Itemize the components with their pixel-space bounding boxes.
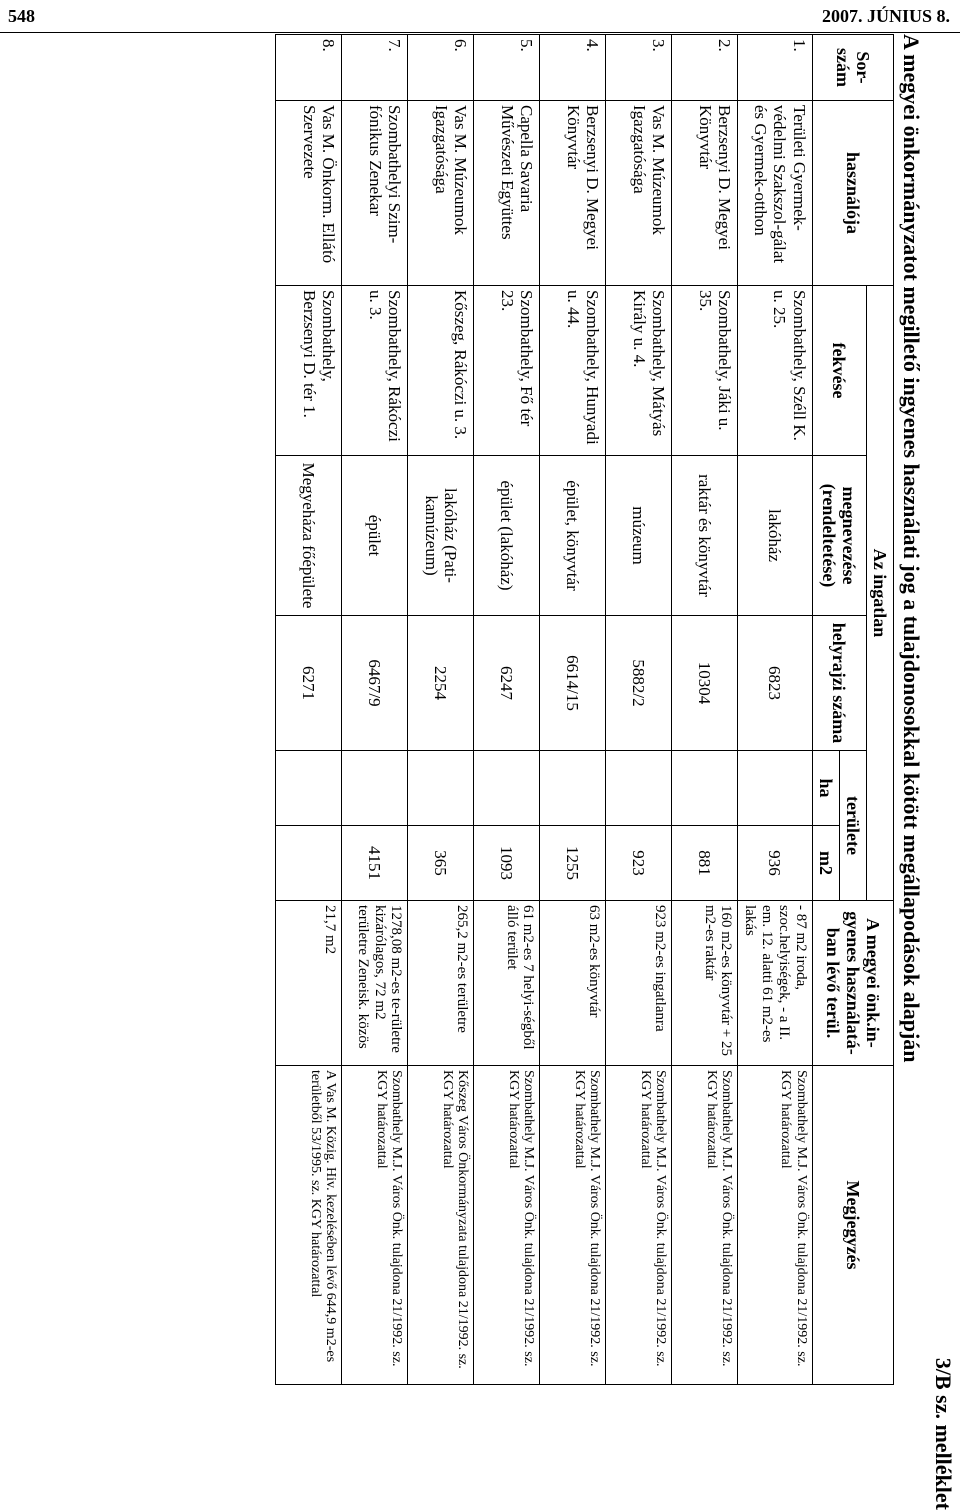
col-hasznaloja: használója [812, 101, 893, 286]
col-helyrajzi: helyrajzi száma [812, 616, 866, 751]
hrsz-cell: 2254 [408, 616, 474, 751]
ha-cell [342, 751, 408, 826]
m2-cell [276, 826, 342, 901]
page-header [0, 0, 960, 34]
location-cell: Szombathely, Széll K. u. 25. [738, 286, 812, 456]
col-fekvese: fekvése [812, 286, 866, 456]
m2-cell: 4151 [342, 826, 408, 901]
location-cell: Szombathely, Hunyadi u. 44. [540, 286, 606, 456]
annex-label: 3/B sz. melléklet [931, 1357, 956, 1510]
hrsz-cell: 6467/9 [342, 616, 408, 751]
note-cell: Szombathely M.J. Város Önk. tulajdona 21/1992. sz. KGY határozattal [672, 1066, 738, 1385]
issue-date: 2007. JÚNIUS 8. [821, 6, 950, 26]
note-cell: A Vas M. Közig. Hiv. kezelésében lévő 644,9 m2-es területből 53/1995. sz. KGY határozattal [276, 1066, 342, 1385]
location-cell: Szombathely, Rákóczi u. 3. [342, 286, 408, 456]
ha-cell [606, 751, 672, 826]
hrsz-cell: 6247 [474, 616, 540, 751]
ha-cell [474, 751, 540, 826]
m2-cell: 1093 [474, 826, 540, 901]
user-cell: Berzsenyi D. Megyei Könyvtár [672, 101, 738, 286]
hrsz-cell: 10304 [672, 616, 738, 751]
name-cell: raktár és könyvtár [672, 456, 738, 616]
row-number: 4. [540, 35, 606, 101]
location-cell: Szombathely, Fő tér 23. [474, 286, 540, 456]
ha-cell [672, 751, 738, 826]
row-number: 7. [342, 35, 408, 101]
table-row [342, 35, 408, 1385]
col-terulete: területe [839, 751, 866, 901]
location-cell: Kőszeg, Rákóczi u. 3. [408, 286, 474, 456]
note-cell: Szombathely M.J. Város Önk. tulajdona 21/1992. sz. KGY határozattal [342, 1066, 408, 1385]
location-cell: Szombathely, Mátyás Király u. 4. [606, 286, 672, 456]
row-number: 1. [738, 35, 812, 101]
page-number: 548 [8, 6, 35, 26]
col-m2: m2 [812, 826, 839, 901]
table-row [672, 35, 738, 1385]
header-rule [0, 32, 960, 33]
property-table [275, 34, 894, 1385]
area-cell: 61 m2-es 7 helyi-ségből álló terület [474, 901, 540, 1066]
area-cell: 265,2 m2-es területre [408, 901, 474, 1066]
area-cell: 1278,08 m2-es te-rületre kizárólagos, 72 m2 területre Zeneisk. közös [342, 901, 408, 1066]
col-az-ingatlan: Az ingatlan [866, 286, 893, 901]
user-cell: Vas M. Múzeumok Igazgatósága [606, 101, 672, 286]
note-cell: Szombathely M.J. Város Önk. tulajdona 21/1992. sz. KGY határozattal [540, 1066, 606, 1385]
m2-cell: 1255 [540, 826, 606, 901]
name-cell: épület (lakóház) [474, 456, 540, 616]
user-cell: Berzsenyi D. Megyei Könyvtár [540, 101, 606, 286]
name-cell: Megyeháza főépülete [276, 456, 342, 616]
user-cell: Vas M. Önkorm. Ellátó Szervezete [276, 101, 342, 286]
location-cell: Szombathely, Jáki u. 35. [672, 286, 738, 456]
property-table-wrapper [275, 34, 894, 1384]
row-number: 3. [606, 35, 672, 101]
row-number: 8. [276, 35, 342, 101]
hrsz-cell: 6823 [738, 616, 812, 751]
ha-cell [540, 751, 606, 826]
col-hasznalat: A megyei önk.in-gyenes használatá-ban lévő terül. [812, 901, 893, 1066]
hrsz-cell: 5882/2 [606, 616, 672, 751]
m2-cell: 365 [408, 826, 474, 901]
location-cell: Szombathely, Berzsenyi D. tér 1. [276, 286, 342, 456]
m2-cell: 923 [606, 826, 672, 901]
note-cell: Szombathely M.J. Város Önk. tulajdona 21/1992. sz. KGY határozattal [474, 1066, 540, 1385]
row-number: 5. [474, 35, 540, 101]
table-row [606, 35, 672, 1385]
area-cell: 160 m2-es könyvtár + 25 m2-es raktár [672, 901, 738, 1066]
table-row [540, 35, 606, 1385]
user-cell: Szombathelyi Szim-fónikus Zenekar [342, 101, 408, 286]
col-sorszam: Sor-szám [812, 35, 893, 101]
table-row [738, 35, 812, 1385]
name-cell: lakóház [738, 456, 812, 616]
name-cell: épület, könyvtár [540, 456, 606, 616]
user-cell: Területi Gyermek-védelmi Szakszol-gálat és Gyermek-otthon [738, 101, 812, 286]
area-cell: 63 m2-es könyvtár [540, 901, 606, 1066]
row-number: 2. [672, 35, 738, 101]
col-megjegyzes: Megjegyzés [812, 1066, 893, 1385]
user-cell: Capella Savaria Művészeti Együttes [474, 101, 540, 286]
m2-cell: 936 [738, 826, 812, 901]
user-cell: Vas M. Múzeumok Igazgatósága [408, 101, 474, 286]
ha-cell [738, 751, 812, 826]
document-title: A megyei önkormányzatot megillető ingyenes használati jog a tulajdonosokkal kötött megállapodások alapján [899, 34, 924, 1063]
note-cell: Szombathely M.J. Város Önk. tulajdona 21/1992. sz. KGY határozattal [606, 1066, 672, 1385]
name-cell: lakóház (Pati-kamúzeum) [408, 456, 474, 616]
name-cell: múzeum [606, 456, 672, 616]
ha-cell [276, 751, 342, 826]
row-number: 6. [408, 35, 474, 101]
hrsz-cell: 6271 [276, 616, 342, 751]
col-ha: ha [812, 751, 839, 826]
area-cell: 923 m2-es ingatlanra [606, 901, 672, 1066]
hrsz-cell: 6614/15 [540, 616, 606, 751]
note-cell: Kőszeg Város Önkormányzata tulajdona 21/1992. sz. KGY határozattal [408, 1066, 474, 1385]
rotated-page-content [0, 34, 960, 1510]
ha-cell [408, 751, 474, 826]
area-cell: 21,7 m2 [276, 901, 342, 1066]
table-row [474, 35, 540, 1385]
m2-cell: 881 [672, 826, 738, 901]
table-row [276, 35, 342, 1385]
col-megnevezese: megnevezése (rendeltetése) [812, 456, 866, 616]
area-cell: - 87 m2 iroda, szoc.helyiségek, - a II. em. 12. alatti 61 m2-es lakás [738, 901, 812, 1066]
name-cell: épület [342, 456, 408, 616]
note-cell: Szombathely M.J. Város Önk. tulajdona 21/1992. sz. KGY határozattal [738, 1066, 812, 1385]
table-row [408, 35, 474, 1385]
